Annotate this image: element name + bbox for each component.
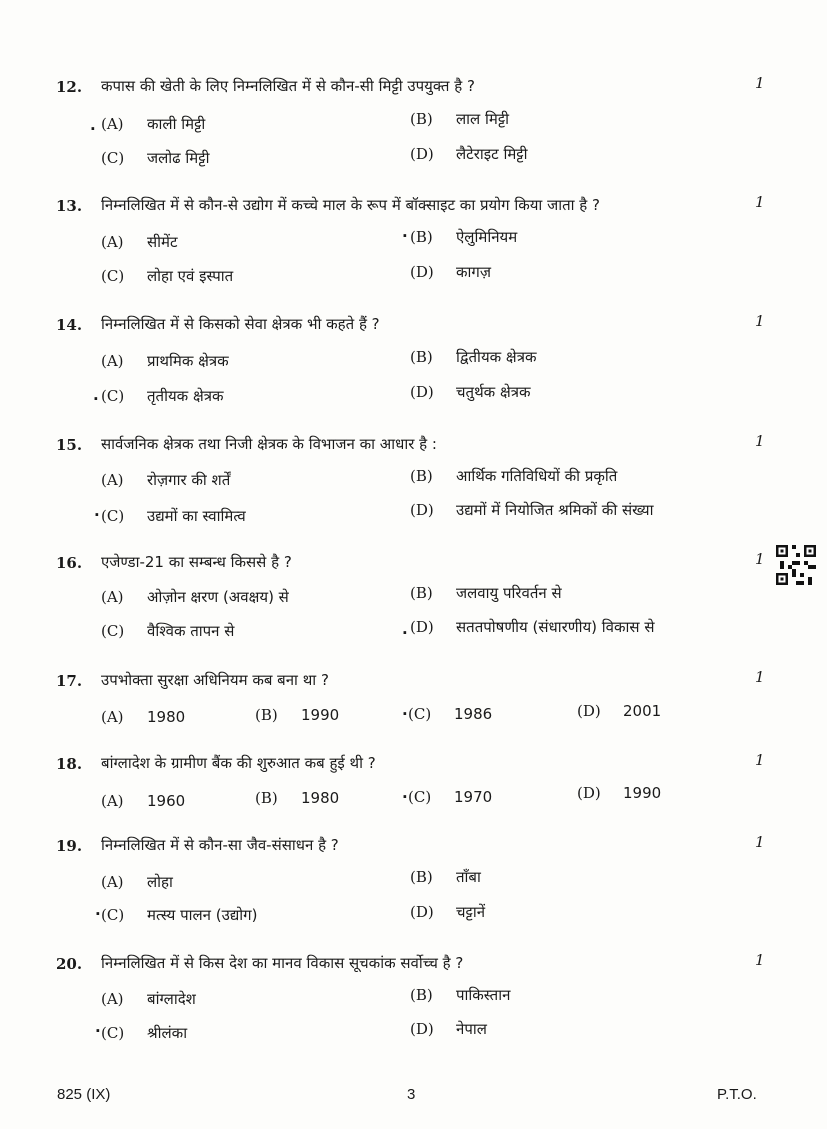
answer-tick-mark: · bbox=[402, 227, 408, 245]
question-text: बांग्लादेश के ग्रामीण बैंक की शुरुआत कब हुई थी ? bbox=[101, 754, 376, 772]
option-b: (B) आर्थिक गतिविधियों की प्रकृति bbox=[410, 467, 618, 485]
question-20 bbox=[0, 951, 827, 1065]
option-d: (D) चट्टानें bbox=[410, 903, 486, 921]
option-b: (B) 1980 bbox=[255, 789, 340, 807]
option-d: (D) उद्यमों में नियोजित श्रमिकों की संख्या bbox=[410, 501, 654, 519]
question-marks: 1 bbox=[755, 74, 765, 92]
question-number: 15. bbox=[56, 436, 83, 454]
option-a: (A) रोज़गार की शर्तें bbox=[101, 471, 231, 489]
question-text: सार्वजनिक क्षेत्रक तथा निजी क्षेत्रक के विभाजन का आधार है : bbox=[101, 435, 437, 453]
question-marks: 1 bbox=[755, 193, 765, 211]
answer-tick-mark: · bbox=[95, 1022, 101, 1040]
answer-tick-mark: . bbox=[93, 386, 99, 404]
answer-tick-mark: . bbox=[90, 116, 96, 134]
question-text: उपभोक्ता सुरक्षा अधिनियम कब बना था ? bbox=[101, 671, 329, 689]
option-b: (B) पाकिस्तान bbox=[410, 986, 511, 1004]
answer-tick-mark: · bbox=[402, 705, 408, 723]
answer-tick-mark: · bbox=[94, 506, 100, 524]
question-14 bbox=[0, 312, 827, 426]
question-marks: 1 bbox=[755, 550, 765, 568]
option-b: (B) लाल मिट्टी bbox=[410, 110, 510, 128]
question-text: निम्नलिखित में से किस देश का मानव विकास सूचकांक सर्वोच्च है ? bbox=[101, 954, 464, 972]
question-16 bbox=[0, 550, 827, 664]
option-b: (B) ताँबा bbox=[410, 868, 481, 886]
option-c: (C) उद्यमों का स्वामित्व bbox=[101, 507, 246, 525]
option-d: (D) 2001 bbox=[577, 702, 662, 720]
option-c: (C) जलोढ मिट्टी bbox=[101, 149, 210, 167]
option-b: (B) 1990 bbox=[255, 706, 340, 724]
question-marks: 1 bbox=[755, 951, 765, 969]
option-a: (A) बांग्लादेश bbox=[101, 990, 196, 1008]
question-text: निम्नलिखित में से कौन-सा जैव-संसाधन है ? bbox=[101, 836, 339, 854]
question-marks: 1 bbox=[755, 833, 765, 851]
option-c: (C) श्रीलंका bbox=[101, 1024, 188, 1042]
question-text: निम्नलिखित में से किसको सेवा क्षेत्रक भी कहते हैं ? bbox=[101, 315, 380, 333]
option-a: (A) 1980 bbox=[101, 708, 186, 726]
question-marks: 1 bbox=[755, 668, 765, 686]
answer-tick-mark: · bbox=[95, 905, 101, 923]
option-c: (C) वैश्विक तापन से bbox=[101, 622, 235, 640]
question-number: 16. bbox=[56, 554, 83, 572]
question-number: 17. bbox=[56, 672, 83, 690]
option-a: (A) 1960 bbox=[101, 792, 186, 810]
answer-tick-mark: · bbox=[402, 788, 408, 806]
option-a: (A) सीमेंट bbox=[101, 233, 178, 251]
option-d: (D) सततपोषणीय (संधारणीय) विकास से bbox=[410, 618, 655, 636]
option-c: (C) 1970 bbox=[408, 788, 493, 806]
question-number: 12. bbox=[56, 78, 83, 96]
option-d: (D) नेपाल bbox=[410, 1020, 487, 1038]
paper-code: 825 (IX) bbox=[57, 1086, 111, 1103]
question-text: निम्नलिखित में से कौन-से उद्योग में कच्चे माल के रूप में बॉक्साइट का प्रयोग किया जाता है ? bbox=[101, 196, 600, 214]
option-a: (A) प्राथमिक क्षेत्रक bbox=[101, 352, 229, 370]
option-c: (C) तृतीयक क्षेत्रक bbox=[101, 387, 224, 405]
question-15 bbox=[0, 432, 827, 546]
question-number: 19. bbox=[56, 837, 83, 855]
option-b: (B) जलवायु परिवर्तन से bbox=[410, 584, 562, 602]
question-marks: 1 bbox=[755, 312, 765, 330]
option-d: (D) चतुर्थक क्षेत्रक bbox=[410, 383, 531, 401]
option-b: (B) द्वितीयक क्षेत्रक bbox=[410, 348, 537, 366]
question-13 bbox=[0, 193, 827, 307]
question-marks: 1 bbox=[755, 432, 765, 450]
option-d: (D) लैटेराइट मिट्टी bbox=[410, 145, 528, 163]
question-19 bbox=[0, 833, 827, 947]
question-number: 14. bbox=[56, 316, 83, 334]
option-c: (C) मत्स्य पालन (उद्योग) bbox=[101, 906, 258, 924]
question-number: 13. bbox=[56, 197, 83, 215]
question-number: 18. bbox=[56, 755, 83, 773]
answer-tick-mark: . bbox=[402, 620, 408, 638]
option-d: (D) कागज़ bbox=[410, 263, 491, 281]
qr-code-icon bbox=[776, 545, 816, 585]
page-number: 3 bbox=[407, 1086, 416, 1103]
option-b: (B) ऐलुमिनियम bbox=[410, 228, 518, 246]
option-d: (D) 1990 bbox=[577, 784, 662, 802]
question-number: 20. bbox=[56, 955, 83, 973]
option-a: (A) काली मिट्टी bbox=[101, 115, 206, 133]
pto-label: P.T.O. bbox=[717, 1086, 757, 1103]
question-12 bbox=[0, 74, 827, 188]
question-marks: 1 bbox=[755, 751, 765, 769]
option-a: (A) ओज़ोन क्षरण (अवक्षय) से bbox=[101, 588, 289, 606]
question-text: कपास की खेती के लिए निम्नलिखित में से कौन-सी मिट्टी उपयुक्त है ? bbox=[101, 77, 475, 95]
option-c: (C) लोहा एवं इस्पात bbox=[101, 267, 234, 285]
option-c: (C) 1986 bbox=[408, 705, 493, 723]
option-a: (A) लोहा bbox=[101, 873, 173, 891]
question-text: एजेण्डा-21 का सम्बन्ध किससे है ? bbox=[101, 553, 292, 571]
